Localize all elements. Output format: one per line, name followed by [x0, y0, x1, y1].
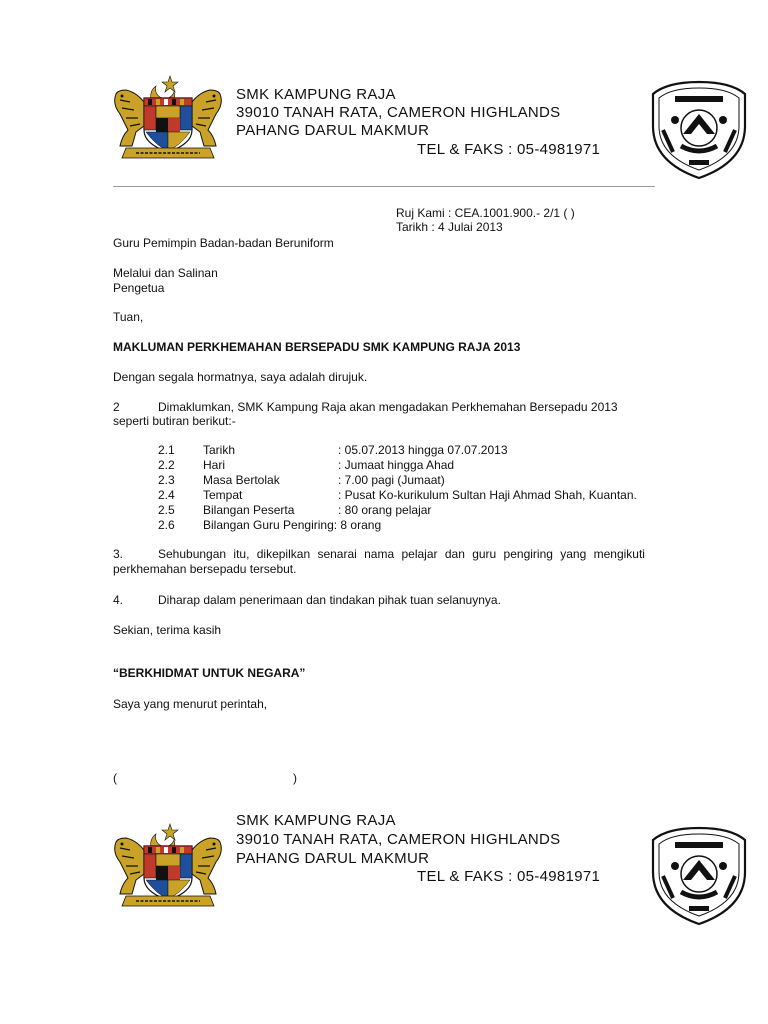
signature-close-bracket: ) [293, 771, 297, 785]
malaysia-coat-of-arms-icon [108, 820, 228, 915]
detail-number: 2.4 [158, 488, 175, 502]
header-letterhead [0, 0, 768, 190]
letterhead-phone: TEL & FAKS : 05-4981971 [417, 141, 601, 158]
reference-number: Ruj Kami : CEA.1001.900.- 2/1 ( ) [396, 206, 575, 220]
detail-label: Hari [203, 458, 226, 472]
detail-label: Tempat [203, 488, 243, 502]
closing-remark: Sekian, terima kasih [113, 623, 222, 637]
detail-value: : 7.00 pagi (Jumaat) [338, 473, 445, 487]
detail-number: 2.5 [158, 503, 175, 517]
detail-label: Tarikh [203, 443, 236, 457]
detail-label: Bilangan Peserta [203, 503, 295, 517]
letterhead-address: 39010 TANAH RATA, CAMERON HIGHLANDS [236, 104, 561, 121]
letterhead-school-name: SMK KAMPUNG RAJA [236, 86, 396, 103]
detail-value: : Pusat Ko-kurikulum Sultan Haji Ahmad Shah, Kuantan. [338, 488, 637, 502]
paragraph-4-number: 4. [113, 593, 124, 607]
header-divider [113, 186, 655, 187]
detail-number: 2.3 [158, 473, 175, 487]
malaysia-coat-of-arms-icon [108, 72, 228, 167]
reference-date: Tarikh : 4 Julai 2013 [396, 220, 503, 234]
signature-open-bracket: ( [113, 771, 117, 785]
intro-paragraph: Dengan segala hormatnya, saya adalah dirujuk. [113, 370, 368, 384]
paragraph-2-line-2: seperti butiran berikut:- [113, 414, 236, 428]
detail-label: Masa Bertolak [203, 473, 280, 487]
motto: “BERKHIDMAT UNTUK NEGARA” [113, 666, 306, 680]
paragraph-2-number: 2 [113, 400, 120, 414]
detail-value: : Jumaat hingga Ahad [338, 458, 455, 472]
signoff: Saya yang menurut perintah, [113, 697, 268, 711]
detail-value: : 05.07.2013 hingga 07.07.2013 [338, 443, 508, 457]
recipient: Guru Pemimpin Badan-badan Beruniform [113, 236, 334, 250]
paragraph-2-line-1: Dimaklumkan, SMK Kampung Raja akan mengadakan Perkhemahan Bersepadu 2013 [158, 400, 618, 414]
footer-address: 39010 TANAH RATA, CAMERON HIGHLANDS [236, 831, 561, 848]
letter-subject: MAKLUMAN PERKHEMAHAN BERSEPADU SMK KAMPUNG RAJA 2013 [113, 340, 521, 354]
detail-label: Bilangan Guru Pengiring: 8 orang [203, 518, 382, 532]
detail-number: 2.6 [158, 518, 175, 532]
letterhead-state: PAHANG DARUL MAKMUR [236, 122, 430, 139]
school-crest-icon [645, 826, 753, 926]
detail-number: 2.2 [158, 458, 175, 472]
school-crest-icon [645, 80, 753, 180]
paragraph-3-line-2: perkhemahan bersepadu tersebut. [113, 562, 297, 576]
footer-letterhead [0, 810, 768, 920]
footer-school-name: SMK KAMPUNG RAJA [236, 812, 396, 829]
detail-number: 2.1 [158, 443, 175, 457]
paragraph-3-number: 3. [113, 547, 124, 561]
footer-state: PAHANG DARUL MAKMUR [236, 850, 430, 867]
paragraph-3-line-1: Sehubungan itu, dikepilkan senarai nama pelajar dan guru pengiring yang mengikuti [158, 547, 645, 561]
via-line-1: Melalui dan Salinan [113, 266, 218, 280]
footer-phone: TEL & FAKS : 05-4981971 [417, 868, 601, 885]
paragraph-4-text: Diharap dalam penerimaan dan tindakan pihak tuan selanuynya. [158, 593, 501, 607]
salutation: Tuan, [113, 310, 144, 324]
via-line-2: Pengetua [113, 281, 165, 295]
detail-value: : 80 orang pelajar [338, 503, 432, 517]
